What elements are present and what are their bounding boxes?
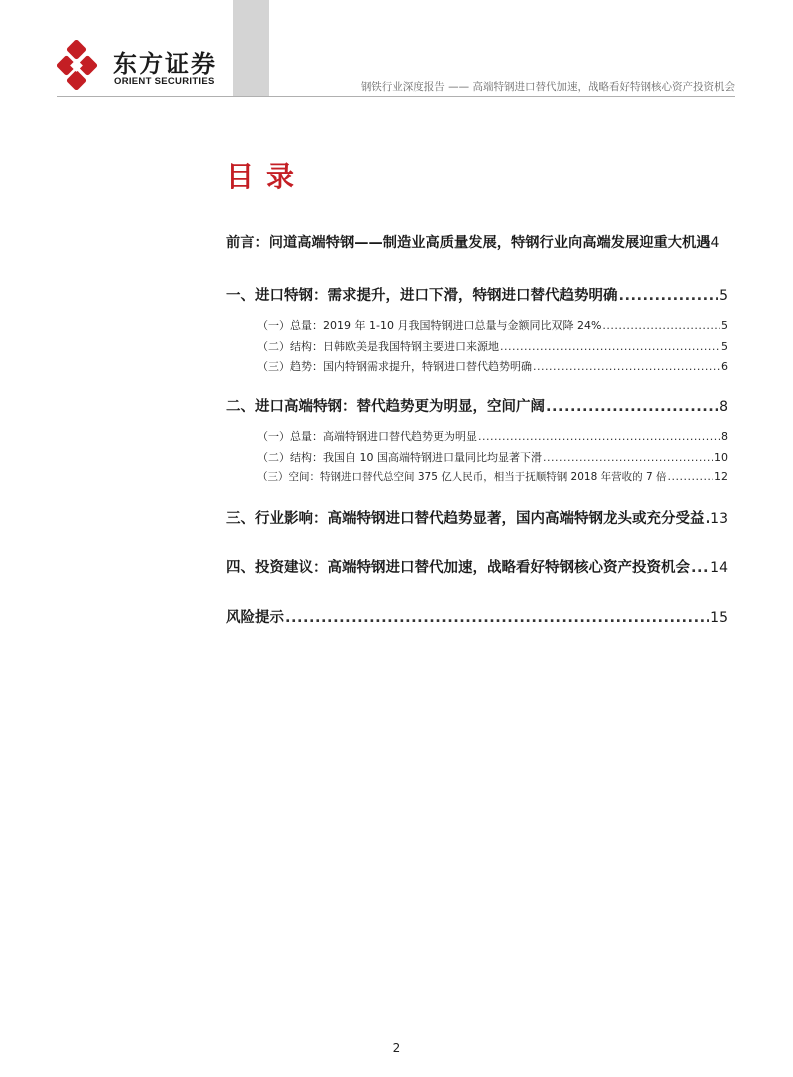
toc-leader-dots [500, 340, 720, 353]
toc-entry-page: 5 [721, 319, 728, 332]
toc-entry-label: （一）总量：2019 年 1-10 月我国特钢进口总量与金额同比双降 24% [257, 319, 602, 332]
toc-entry-page: 12 [714, 470, 728, 483]
toc-title: 目录 [226, 160, 307, 193]
toc-entry[interactable] [226, 232, 728, 252]
toc-entry[interactable] [226, 284, 728, 305]
toc-entry-page: 13 [710, 511, 728, 527]
toc-entry-page: 4 [710, 235, 720, 251]
toc-entry-label: （二）结构：我国自 10 国高端特钢进口量同比均显著下滑 [257, 451, 542, 464]
toc-entry[interactable] [226, 606, 728, 627]
company-logo [57, 40, 227, 96]
toc-leader-dots [478, 430, 720, 443]
header-divider [57, 96, 735, 97]
toc-leader-dots [706, 511, 710, 527]
toc-leader-dots [285, 610, 709, 626]
toc-entry-label: （三）趋势：国内特钢需求提升，特钢进口替代趋势明确 [257, 360, 532, 373]
toc-entry-label: 前言：问道高端特钢——制造业高质量发展，特钢行业向高端发展迎重大机遇 [226, 235, 711, 251]
toc-entry-page: 15 [710, 610, 728, 626]
toc-leader-dots [602, 319, 720, 332]
toc-entry-page: 5 [719, 288, 728, 304]
toc-subentry[interactable] [257, 317, 728, 333]
logo-chinese-name: 东方证券 [113, 50, 217, 78]
page-number: 2 [392, 1041, 401, 1055]
toc-entry-label: 二、进口高端特钢：替代趋势更为明显，空间广阔 [226, 399, 545, 415]
toc-entry-label: （三）空间：特钢进口替代总空间 375 亿人民币，相当于抚顺特钢 2018 年营收的 7 倍 [257, 471, 667, 483]
toc-entry-page: 14 [710, 560, 728, 576]
toc-entry-label: 四、投资建议：高端特钢进口替代加速，战略看好特钢核心资产投资机会 [226, 560, 690, 576]
toc-entry-label: 风险提示 [226, 610, 284, 626]
toc-leader-dots [533, 360, 720, 373]
toc-entry-page: 8 [721, 430, 728, 443]
toc-subentry[interactable] [257, 449, 728, 465]
toc-entry-page: 5 [721, 340, 728, 353]
toc-entry[interactable] [226, 395, 728, 416]
toc-entry-label: 三、行业影响：高端特钢进口替代趋势显著，国内高端特钢龙头或充分受益 [226, 511, 705, 527]
toc-leader-dots [619, 288, 719, 304]
orient-securities-logo-icon [57, 40, 107, 90]
toc-entry-label: 一、进口特钢：需求提升，进口下滑，特钢进口替代趋势明确 [226, 288, 618, 304]
toc-entry[interactable] [226, 507, 728, 528]
toc-subentry[interactable] [257, 358, 728, 374]
report-header-title: 钢铁行业深度报告 —— 高端特钢进口替代加速，战略看好特钢核心资产投资机会 [360, 81, 735, 93]
toc-entry-page: 10 [714, 451, 728, 464]
toc-leader-dots [667, 470, 713, 483]
toc-subentry[interactable] [257, 469, 728, 484]
toc-subentry[interactable] [257, 428, 728, 444]
toc-entry[interactable] [226, 556, 728, 577]
toc-leader-dots [691, 560, 709, 576]
toc-entry-label: （二）结构：日韩欧美是我国特钢主要进口来源地 [257, 340, 499, 353]
toc-entry-page: 8 [719, 399, 728, 415]
toc-leader-dots [543, 451, 713, 464]
toc-leader-dots [546, 399, 718, 415]
logo-english-name: ORIENT SECURITIES [114, 76, 215, 87]
toc-subentry[interactable] [257, 338, 728, 354]
header-gray-bar [233, 0, 269, 96]
toc-entry-page: 6 [721, 360, 728, 373]
toc-entry-label: （一）总量：高端特钢进口替代趋势更为明显 [257, 430, 477, 443]
